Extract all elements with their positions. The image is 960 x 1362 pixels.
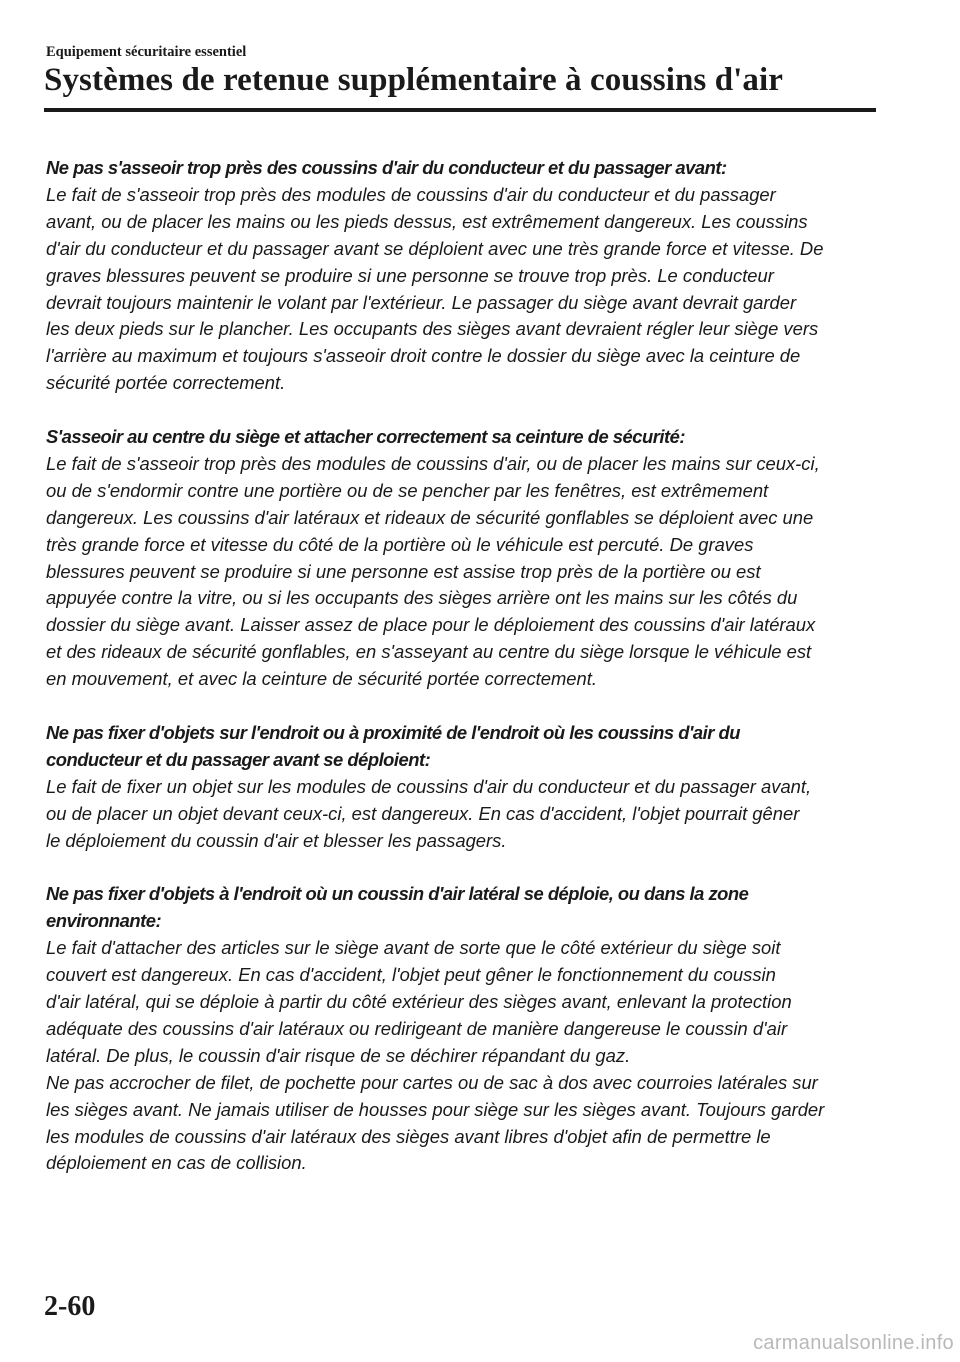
heading-line: Ne pas s'asseoir trop près des coussins d'air du conducteur et du passager avant: <box>46 157 727 178</box>
page-title: Systèmes de retenue supplémentaire à coussins d'air <box>44 62 784 98</box>
body-line: sécurité portée correctement. <box>46 372 286 394</box>
body-line: Le fait de s'asseoir trop près des modules de coussins d'air du conducteur et du passager <box>46 183 776 205</box>
body-line: Le fait de s'asseoir trop près des modules de coussins d'air, ou de placer les mains sur ceux-ci, <box>46 452 820 474</box>
source-watermark: carmanualsonline.info <box>753 1332 954 1354</box>
warning-heading <box>46 155 882 182</box>
body-line: dangereux. Les coussins d'air latéraux et rideaux de sécurité gonflables se déploient avec une <box>46 506 814 528</box>
warning-block <box>46 720 882 855</box>
warning-body <box>46 774 882 855</box>
warning-heading <box>46 881 882 935</box>
body-line: ou de placer un objet devant ceux-ci, est dangereux. En cas d'accident, l'objet pourrait gêner <box>46 802 800 824</box>
body-line: Ne pas accrocher de filet, de pochette pour cartes ou de sac à dos avec courroies latérales sur <box>46 1071 818 1093</box>
warnings-content <box>46 155 882 1204</box>
body-line: d'air du conducteur et du passager avant se déploient avec une très grande force et vitesse. De <box>46 237 824 259</box>
body-line: adéquate des coussins d'air latéraux ou redirigeant de manière dangereuse le coussin d'air <box>46 1017 788 1039</box>
warning-block <box>46 155 882 397</box>
section-label: Equipement sécuritaire essentiel <box>46 44 247 60</box>
warning-block <box>46 424 882 693</box>
body-line: en mouvement, et avec la ceinture de sécurité portée correctement. <box>46 668 597 690</box>
warning-body <box>46 182 882 397</box>
body-line: avant, ou de placer les mains ou les pieds dessus, est extrêmement dangereux. Les coussins <box>46 210 808 232</box>
heading-line: Ne pas fixer d'objets sur l'endroit ou à proximité de l'endroit où les coussins d'air du <box>46 722 740 743</box>
heading-line: conducteur et du passager avant se déploient: <box>46 748 431 770</box>
body-line: d'air latéral, qui se déploie à partir du côté extérieur des sièges avant, enlevant la protection <box>46 991 792 1013</box>
body-line: blessures peuvent se produire si une personne est assise trop près de la portière ou est <box>46 560 761 582</box>
heading-line: Ne pas fixer d'objets à l'endroit où un coussin d'air latéral se déploie, ou dans la zone <box>46 883 749 905</box>
body-line: l'arrière au maximum et toujours s'asseoir droit contre le dossier du siège avec la ceinture de <box>46 345 801 367</box>
title-underline <box>44 108 876 112</box>
body-line: dossier du siège avant. Laisser assez de place pour le déploiement des coussins d'air latéraux <box>46 614 816 636</box>
body-line: et des rideaux de sécurité gonflables, en s'asseyant au centre du siège lorsque le véhicule est <box>46 641 812 663</box>
body-line: les deux pieds sur le plancher. Les occupants des sièges avant devraient régler leur siège vers <box>46 318 819 340</box>
warning-heading <box>46 720 882 774</box>
body-line: couvert est dangereux. En cas d'accident, l'objet peut gêner le fonctionnement du coussin <box>46 964 776 986</box>
warning-heading <box>46 424 882 451</box>
body-line: le déploiement du coussin d'air et blesser les passagers. <box>46 829 507 851</box>
warning-body <box>46 451 882 693</box>
body-line: Le fait de fixer un objet sur les modules de coussins d'air du conducteur et du passager avant, <box>46 775 812 797</box>
body-line: appuyée contre la vitre, ou si les occupants des sièges arrière ont les mains sur les côtés du <box>46 587 798 609</box>
heading-line: environnante: <box>46 910 162 932</box>
body-line: les modules de coussins d'air latéraux des sièges avant libres d'objet afin de permettre le <box>46 1125 771 1147</box>
body-line: déploiement en cas de collision. <box>46 1152 307 1174</box>
body-line: Le fait d'attacher des articles sur le siège avant de sorte que le côté extérieur du siège soit <box>46 937 781 959</box>
body-line: les sièges avant. Ne jamais utiliser de housses pour siège sur les sièges avant. Toujours garder <box>46 1098 825 1120</box>
warning-block <box>46 881 882 1177</box>
warning-body <box>46 935 882 1177</box>
page-number: 2-60 <box>44 1291 96 1322</box>
body-line: latéral. De plus, le coussin d'air risque de se déchirer répandant du gaz. <box>46 1044 631 1066</box>
body-line: graves blessures peuvent se produire si une personne se trouve trop près. Le conducteur <box>46 264 774 286</box>
body-line: devrait toujours maintenir le volant par l'extérieur. Le passager du siège avant devrait garder <box>46 291 797 313</box>
body-line: ou de s'endormir contre une portière ou de se pencher par les fenêtres, est extrêmement <box>46 479 769 501</box>
body-line: très grande force et vitesse du côté de la portière où le véhicule est percuté. De graves <box>46 533 754 555</box>
heading-line: S'asseoir au centre du siège et attacher correctement sa ceinture de sécurité: <box>46 426 685 448</box>
